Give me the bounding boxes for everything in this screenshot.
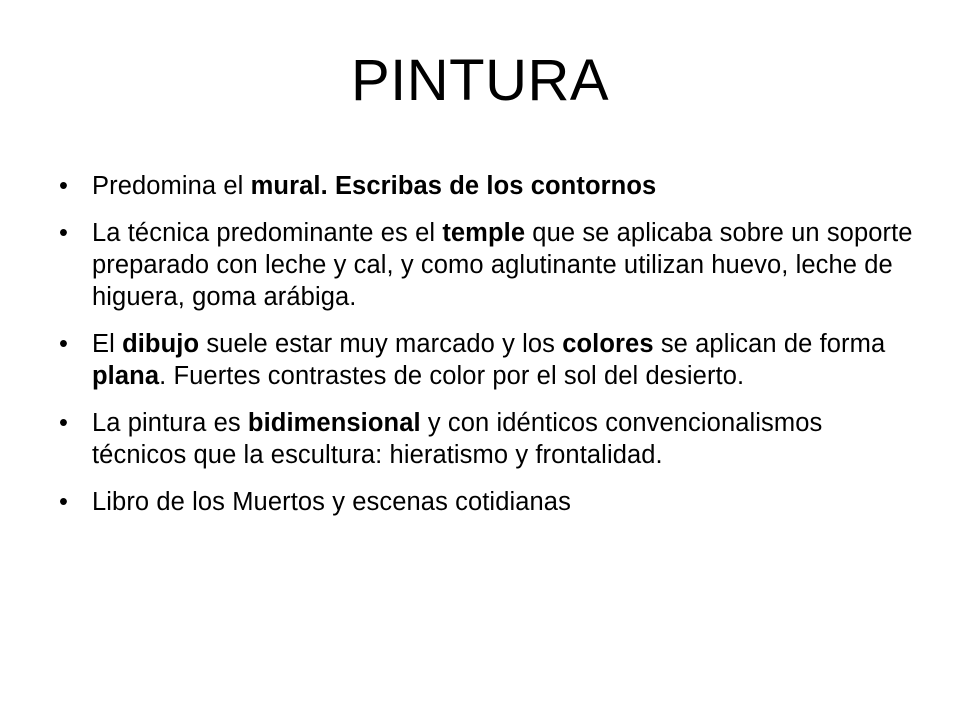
bullet-dot-icon: • — [59, 488, 69, 516]
bullet-text-bold: mural. Escribas de los contornos — [250, 172, 657, 200]
bullet-text-bold: bidimensional — [247, 409, 421, 437]
bullet-list — [56, 170, 916, 533]
bullet-text: que se aplicaba sobre un soporte preparado con leche y cal, y como aglutinante utilizan huevo, leche de higuera, goma arábiga. — [92, 219, 913, 311]
bullet-text: Libro de los Muertos y escenas cotidianas — [92, 488, 571, 516]
bullet-text: La técnica predominante es el — [92, 219, 443, 247]
bullet-item — [56, 328, 916, 392]
bullet-text: . Fuertes contrastes de color por el sol del desierto. — [159, 362, 745, 390]
bullet-item — [56, 407, 916, 471]
bullet-item — [56, 217, 916, 313]
bullet-text: y con idénticos convencionalismos técnicos que la escultura: hieratismo y frontalidad. — [92, 409, 823, 469]
slide-title: PINTURA — [350, 48, 610, 113]
bullet-dot-icon: • — [59, 330, 69, 358]
bullet-text: se aplican de forma — [653, 330, 886, 358]
bullet-text-bold: temple — [442, 219, 526, 247]
bullet-item — [56, 486, 916, 518]
bullet-text-bold: colores — [562, 330, 654, 358]
bullet-dot-icon: • — [59, 219, 69, 247]
bullet-dot-icon: • — [59, 172, 69, 200]
bullet-text: La pintura es — [92, 409, 248, 437]
bullet-item — [56, 170, 916, 202]
bullet-text-bold: plana — [92, 362, 160, 390]
bullet-text: El — [92, 330, 123, 358]
bullet-dot-icon: • — [59, 409, 69, 437]
bullet-text: suele estar muy marcado y los — [199, 330, 563, 358]
bullet-text: Predomina el — [92, 172, 251, 200]
bullet-text-bold: dibujo — [122, 330, 200, 358]
